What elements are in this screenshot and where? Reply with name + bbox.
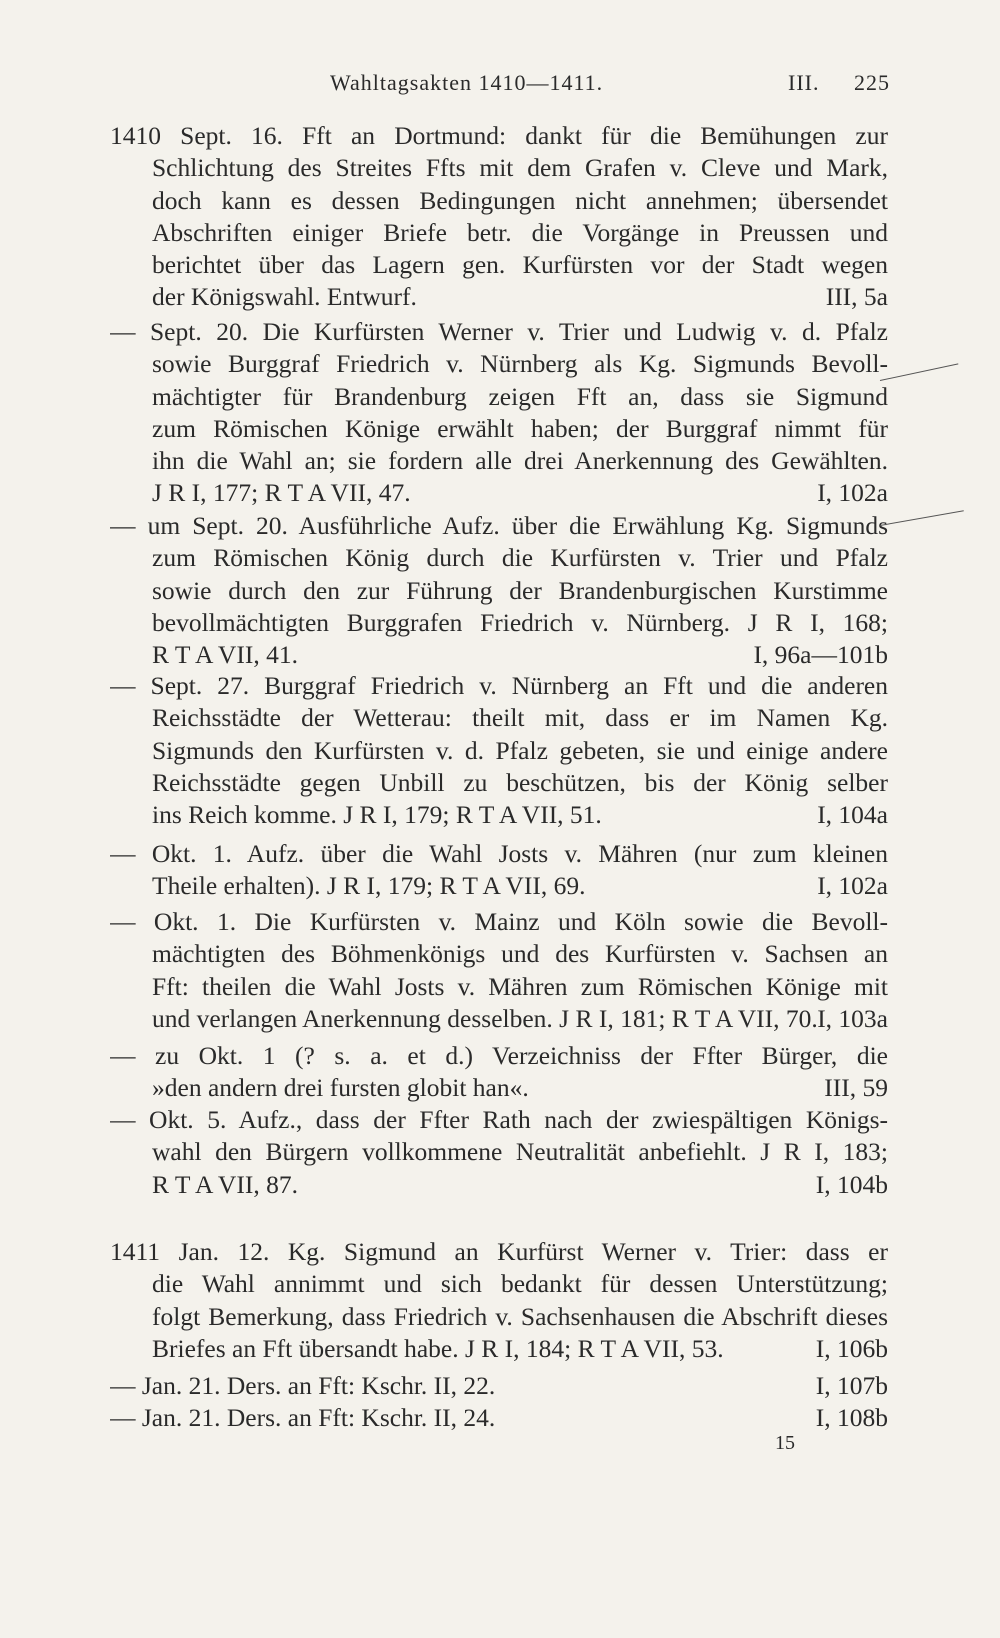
- entry-text-line: doch kann es dessen Bedingungen nicht annehmen; übersendet: [152, 185, 888, 215]
- regest-entry: [110, 670, 888, 831]
- entry-text-line: Schlichtung des Streites Ffts mit dem Grafen v. Cleve und Mark,: [152, 153, 888, 183]
- regest-entry: [110, 1370, 888, 1402]
- regest-entry: [110, 1040, 888, 1105]
- entry-text-line: mächtigter für Brandenburg zeigen Fft an, dass sie Sigmund: [152, 381, 888, 411]
- archive-reference: I, 102a: [817, 871, 888, 901]
- entry-text-line: sowie durch den zur Führung der Brandenburgischen Kurstimme: [152, 575, 888, 605]
- entry-date-line: — Okt. 1. Aufz. über die Wahl Josts v. Mähren (nur zum kleinen: [110, 839, 888, 868]
- entry-text-line: Theile erhalten). J R I, 179; R T A VII, 69.: [152, 871, 586, 901]
- header-title: Wahltagsakten 1410—1411.: [330, 70, 604, 95]
- entry-text-line: Abschriften einiger Briefe betr. die Vorgänge in Preussen und: [152, 217, 888, 247]
- entry-text-line: ihn die Wahl an; sie fordern alle drei Anerkennung des Gewählten.: [152, 446, 888, 476]
- entry-date-line: — Okt. 5. Aufz., dass der Ffter Rath nach der zwiespältigen Königs-: [110, 1105, 888, 1134]
- entry-text-line: R T A VII, 41.: [152, 640, 298, 670]
- entry-date-line: — Sept. 27. Burggraf Friedrich v. Nürnberg an Fft und die anderen: [110, 671, 888, 700]
- entry-text-line: berichtet über das Lagern gen. Kurfürsten vor der Stadt wegen: [152, 250, 888, 280]
- entry-text-line: Sigmunds den Kurfürsten v. d. Pfalz gebeten, sie und einige andere: [152, 735, 888, 765]
- entry-text-line: mächtigten des Böhmenkönigs und des Kurfürsten v. Sachsen an: [152, 939, 888, 969]
- entry-text-line: zum Römischen Könige erwählt haben; der Burggraf nimmt für: [152, 413, 888, 443]
- running-header: [330, 70, 890, 100]
- entry-date-line: — zu Okt. 1 (? s. a. et d.) Verzeichniss der Ffter Bürger, die: [110, 1041, 888, 1070]
- entry-text-line: die Wahl annimmt und sich bedankt für dessen Unterstützung;: [152, 1269, 888, 1299]
- archive-reference: III, 5a: [825, 282, 888, 312]
- regest-entry: [110, 510, 888, 671]
- signature-mark: 15: [775, 1432, 795, 1454]
- regest-entry: [110, 1104, 888, 1201]
- header-part: III.: [788, 70, 820, 95]
- regest-entry: [110, 906, 888, 1035]
- archive-reference: I, 104a: [817, 800, 888, 830]
- entry-date-line: 1410 Sept. 16. Fft an Dortmund: dankt für die Bemühungen zur: [110, 121, 888, 150]
- archive-reference: I, 107b: [815, 1371, 888, 1400]
- entry-text-line: bevollmächtigten Burggrafen Friedrich v. Nürnberg. J R I, 168;: [152, 607, 888, 637]
- entry-text-line: Briefes an Fft übersandt habe. J R I, 184; R T A VII, 53.: [152, 1333, 724, 1363]
- regest-entry: [110, 120, 888, 314]
- regest-entry: [110, 1236, 888, 1365]
- regest-entry: [110, 316, 888, 510]
- entry-text-line: »den andern drei fursten globit han«.: [152, 1073, 529, 1103]
- entry-text-line: Reichsstädte der Wetterau: theilt mit, dass er im Namen Kg.: [152, 703, 888, 733]
- entry-text-line: Fft: theilen die Wahl Josts v. Mähren zum Römischen Könige mit: [152, 971, 888, 1001]
- margin-pencil-stroke: [880, 363, 958, 381]
- archive-reference: I, 104b: [815, 1169, 888, 1199]
- entry-date-line: — Jan. 21. Ders. an Fft: Kschr. II, 22.: [110, 1371, 496, 1400]
- entry-text-line: zum Römischen König durch die Kurfürsten v. Trier und Pfalz: [152, 543, 888, 573]
- regest-entry: [110, 838, 888, 903]
- entry-text-line: Reichsstädte gegen Unbill zu beschützen, bis der König selber: [152, 767, 888, 797]
- entry-text-line: R T A VII, 87.: [152, 1169, 298, 1199]
- entry-text-line: wahl den Bürgern vollkommene Neutralität anbefiehlt. J R I, 183;: [152, 1137, 888, 1167]
- entry-text-line: der Königswahl. Entwurf.: [152, 282, 417, 312]
- entry-text-line: folgt Bemerkung, dass Friedrich v. Sachsenhausen die Abschrift dieses: [152, 1301, 888, 1331]
- entry-date-line: — Okt. 1. Die Kurfürsten v. Mainz und Köln sowie die Bevoll-: [110, 907, 888, 936]
- entry-date-line: — um Sept. 20. Ausführliche Aufz. über die Erwählung Kg. Sigmunds: [110, 511, 888, 540]
- archive-reference: I, 108b: [815, 1403, 888, 1432]
- page-number: 225: [854, 70, 890, 95]
- entry-date-line: — Sept. 20. Die Kurfürsten Werner v. Trier und Ludwig v. d. Pfalz: [110, 317, 888, 346]
- entry-text-line: J R I, 177; R T A VII, 47.: [152, 478, 411, 508]
- regest-entry: [110, 1402, 888, 1434]
- entry-text-line: sowie Burggraf Friedrich v. Nürnberg als Kg. Sigmunds Bevoll-: [152, 349, 888, 379]
- archive-reference: I, 102a: [817, 478, 888, 508]
- entry-text-line: und verlangen Anerkennung desselben. J R I, 181; R T A VII, 70.: [152, 1003, 818, 1033]
- archive-reference: I, 96a—101b: [753, 640, 888, 670]
- entry-date-line: — Jan. 21. Ders. an Fft: Kschr. II, 24.: [110, 1403, 496, 1432]
- entry-text-line: ins Reich komme. J R I, 179; R T A VII, 51.: [152, 800, 602, 830]
- margin-pencil-stroke: [880, 510, 964, 526]
- archive-reference: I, 103a: [817, 1003, 888, 1033]
- archive-reference: III, 59: [824, 1073, 888, 1103]
- archive-reference: I, 106b: [815, 1333, 888, 1363]
- entry-date-line: 1411 Jan. 12. Kg. Sigmund an Kurfürst Werner v. Trier: dass er: [110, 1237, 888, 1266]
